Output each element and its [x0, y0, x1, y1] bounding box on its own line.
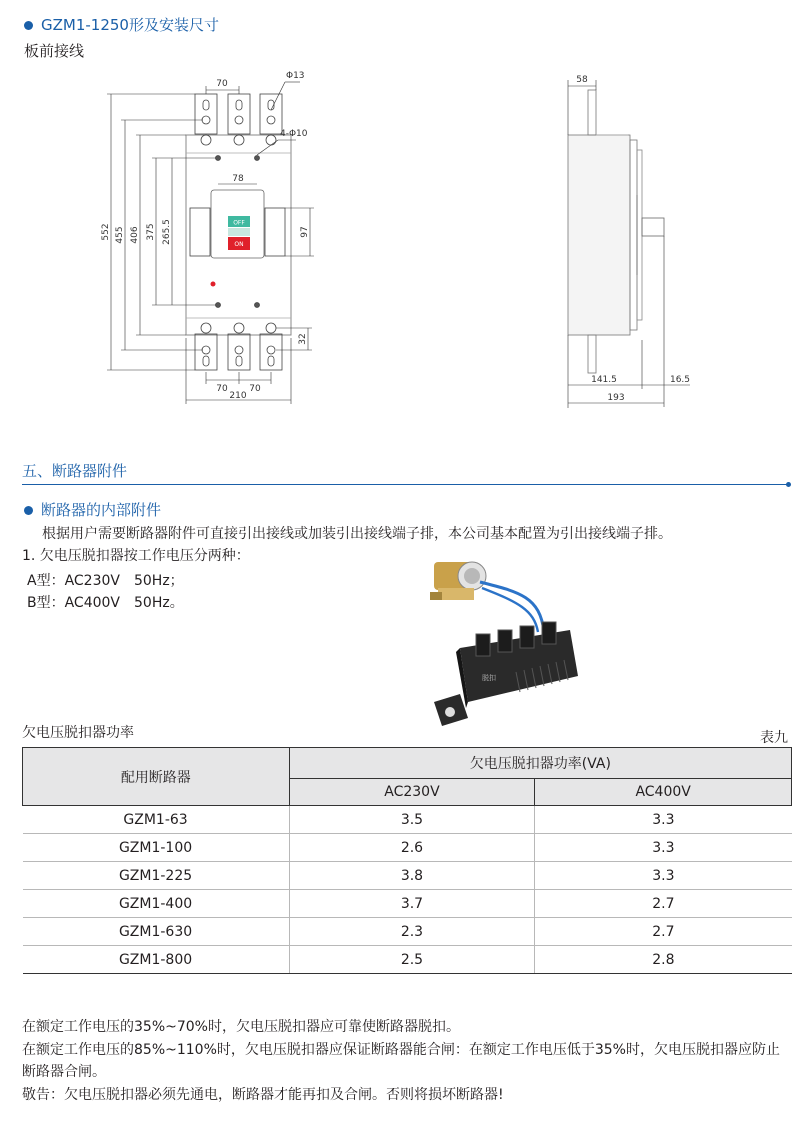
cell-ac230: 3.5 — [289, 806, 535, 834]
cell-ac230: 2.3 — [289, 918, 535, 946]
on-label: ON — [234, 241, 244, 248]
dim-78: 78 — [232, 174, 244, 184]
table-row — [23, 946, 792, 974]
undervoltage-release-photo — [420, 552, 580, 730]
power-table — [22, 747, 792, 974]
item-1: 1. 欠电压脱扣器按工作电压分两种： — [22, 548, 250, 564]
cell-ac400: 3.3 — [535, 834, 792, 862]
dim-70-bottom-right: 70 — [249, 384, 261, 394]
cell-model: GZM1-630 — [23, 918, 290, 946]
cell-ac400: 2.7 — [535, 890, 792, 918]
cell-model: GZM1-800 — [23, 946, 290, 974]
side-view-drawing — [555, 60, 700, 410]
bullet-icon — [24, 21, 33, 30]
cell-ac230: 2.6 — [289, 834, 535, 862]
table-row — [23, 834, 792, 862]
dim-97: 97 — [300, 226, 310, 238]
cell-model: GZM1-400 — [23, 890, 290, 918]
dim-375: 375 — [146, 223, 156, 241]
bullet-icon — [24, 506, 33, 515]
cell-ac230: 2.5 — [289, 946, 535, 974]
wire-blue — [480, 582, 544, 632]
type-b: B型：AC400V 50Hz。 — [27, 595, 184, 611]
dim-455: 455 — [115, 226, 125, 244]
photo-label: 脱扣 — [482, 674, 496, 682]
note-line-2: 在额定工作电压的85%~110%时，欠电压脱扣器应保证断路器能合闸：在额定工作电压低于35%时，欠电压脱扣器应防止断路器合闸。 — [22, 1042, 780, 1080]
section-heading: 五、断路器附件 — [22, 462, 128, 480]
terminal-block — [434, 622, 578, 726]
cell-ac400: 2.7 — [535, 918, 792, 946]
cell-ac400: 2.8 — [535, 946, 792, 974]
cell-ac230: 3.7 — [289, 890, 535, 918]
dim-406: 406 — [130, 226, 140, 244]
section-divider — [22, 484, 788, 485]
release-coil — [430, 562, 486, 600]
sub-heading: 断路器的内部附件 — [24, 499, 161, 520]
dim-16-5: 16.5 — [669, 375, 691, 385]
cell-model: GZM1-100 — [23, 834, 290, 862]
dim-265-5: 265.5 — [162, 219, 172, 245]
cell-ac400: 3.3 — [535, 862, 792, 890]
dim-141-5: 141.5 — [591, 375, 617, 385]
cell-ac400: 3.3 — [535, 806, 792, 834]
divider-dot-icon — [786, 482, 791, 487]
col-group-header: 欠电压脱扣器功率(VA) — [289, 748, 791, 779]
table-row — [23, 862, 792, 890]
cell-model: GZM1-63 — [23, 806, 290, 834]
front-view-drawing — [95, 60, 335, 415]
intro-text: 根据用户需要断路器附件可直接引出接线或加装引出接线端子排，本公司基本配置为引出接线端子排。 — [42, 526, 672, 542]
indicator-dot — [211, 282, 216, 287]
cell-ac230: 3.8 — [289, 862, 535, 890]
note-line-3: 敬告：欠电压脱扣器必须先通电，断路器才能再扣及合闸。否则将损坏断路器! — [22, 1087, 504, 1103]
col-breaker-header: 配用断路器 — [23, 748, 290, 806]
type-a: A型：AC230V 50Hz； — [27, 573, 184, 589]
table-number: 表九 — [760, 730, 788, 746]
dim-193: 193 — [607, 393, 625, 403]
table-caption: 欠电压脱扣器功率 — [22, 725, 134, 741]
section-title: GZM1-1250形及安装尺寸 — [24, 14, 219, 35]
table-row — [23, 890, 792, 918]
off-label: OFF — [233, 219, 245, 227]
dim-70-bottom-left: 70 — [216, 384, 228, 394]
table-row — [23, 918, 792, 946]
col-ac230-header: AC230V — [289, 779, 535, 806]
dim-70-top: 70 — [216, 79, 228, 89]
dim-552: 552 — [101, 223, 111, 241]
cell-model: GZM1-225 — [23, 862, 290, 890]
dim-32: 32 — [298, 333, 308, 345]
dim-210: 210 — [229, 391, 247, 401]
table-row — [23, 806, 792, 834]
dim-58: 58 — [576, 75, 588, 85]
dim-phi13: Φ13 — [286, 71, 305, 81]
dim-4phi10: 4-Φ10 — [280, 129, 308, 139]
note-line-1: 在额定工作电压的35%~70%时，欠电压脱扣器应可靠使断路器脱扣。 — [22, 1019, 460, 1035]
col-ac400-header: AC400V — [535, 779, 792, 806]
section-subtitle: 板前接线 — [24, 42, 85, 60]
